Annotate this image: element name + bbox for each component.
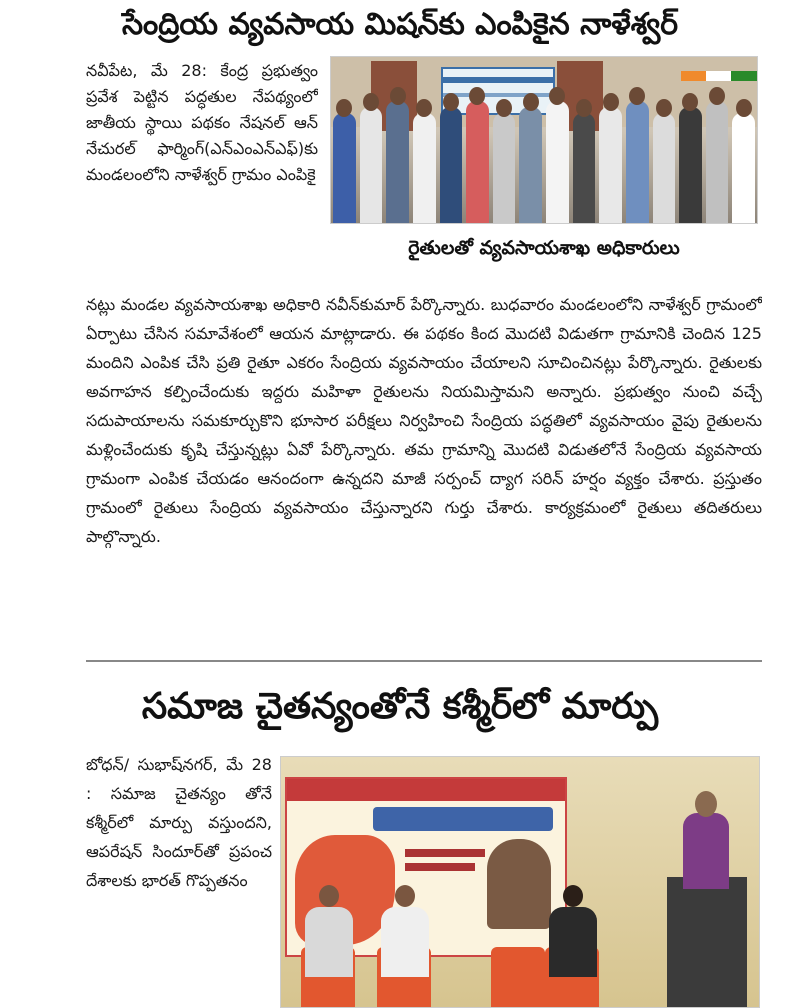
photo1-person [706,101,729,223]
photo1-person [386,101,409,223]
photo1-person [519,107,542,223]
article2-intro-column: బోధన్/ సుభాష్‌నగర్, మే 28 : సమాజ చైతన్యం తోనే కశ్మీర్‌లో మార్పు వస్తుందని, ఆపరేషన్ సిందూర్‌తో ప్రపంచ దేశాలకు భారత్ గొప్పతనం [86,755,272,890]
article2-headline: సమాజ చైతన్యంతోనే కశ్మీర్‌లో మార్పు [141,686,659,727]
photo1-person-head [363,93,379,111]
article1-body: నట్లు మండల వ్యవసాయశాఖ అధికారి నవీన్‌కుమార్ పేర్కొన్నారు. బుధవారం మండలంలోని నాళేశ్వర్ గ్రామంలో ఏర్పాటు చేసిన సమావేశంలో ఆయన మాట్లాడారు. ఈ పథకం కింద మొదటి విడుతగా గ్రామానికి చెందిన 125 మందిని ఎంపిక చేసి ప్రతి రైతూ ఎకరం సేంద్రియ వ్యవసాయం చేయాలని సూచించినట్లు పేర్కొన్నారు. రైతులకు అవగాహన కల్పించేందుకు ఇద్దరు మహిళా రైతులను నియమిస్తామని అన్నారు. ప్రభుత్వం నుంచి వచ్చే సదుపాయాలను సమకూర్చుకొని భూసార పరీక్షలు నిర్వహించి సేంద్రియ పద్ధతిలో వ్యవసాయం వైపు రైతులను మళ్లించేందుకు కృషి చేస్తున్నట్లు ఏవో పేర్కొన్నారు. తమ గ్రామాన్ని మొదటి విడుతలోనే సేంద్రియ వ్యవసాయ గ్రామంగా ఎంపిక చేయడం ఆనందంగా ఉన్నదని మాజీ సర్పంచ్ ద్యాగ సరిన్ హర్షం వ్యక్తం చేశారు. ప్రస్తుతం గ్రామంలో రైతులు సేంద్రియ వ్యవసాయం చేస్తున్నారని గుర్తు చేశారు. కార్యక్రమంలో రైతులు తదితరులు పాల్గొన్నారు. [86,295,762,546]
photo1-person [573,113,596,223]
photo1-person-head [576,99,592,117]
photo1-person-head [496,99,512,117]
photo1-person [679,107,702,223]
photo2-podium [667,877,747,1007]
photo2-speaker [683,813,729,889]
article-divider [86,660,762,662]
photo1-person-head [656,99,672,117]
photo1-flag-band [681,71,757,81]
photo1-person-head [390,87,406,105]
photo1-person [466,101,489,223]
photo1-person [493,113,516,223]
photo1-person [732,113,755,223]
photo1-person-head [709,87,725,105]
photo1-person [413,113,436,223]
photo1-caption: రైతులతో వ్యవసాయశాఖ అధికారులు [408,237,680,259]
photo1-person-head [603,93,619,111]
photo1-person [653,113,676,223]
article1-intro-column: నవీపేట, మే 28: కేంద్ర ప్రభుత్వం ప్రవేశ పెట్టిన పద్ధతుల నేపథ్యంలో జాతీయ స్థాయి పథకం నేషనల్ ఆన్ నేచురల్ ఫార్మింగ్(ఎన్‌ఎంఎన్‌ఎఫ్)కు మండలంలోని నాళేశ్వర్ గ్రామం ఎంపికై [86,61,318,184]
photo1-person [546,101,569,223]
photo1-person [440,107,463,223]
photo1-person [626,101,649,223]
photo1-person-head [523,93,539,111]
photo1-person-head [736,99,752,117]
farmers-group-photo [330,56,758,224]
photo1-person [360,107,383,223]
photo1-person-head [443,93,459,111]
photo1-person [599,107,622,223]
article1-headline: సేంద్రియ వ్యవసాయ మిషన్‌కు ఎంపికైన నాళేశ్వర్ [121,7,679,42]
photo1-person [333,113,356,223]
meeting-stage-photo [280,756,760,1008]
